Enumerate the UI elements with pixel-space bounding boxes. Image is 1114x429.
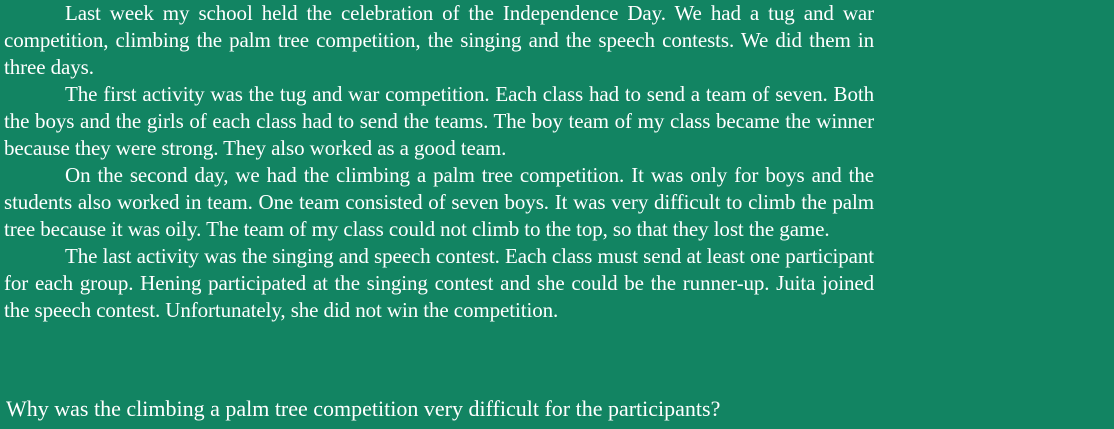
passage-paragraph-1: Last week my school held the celebration of the Independence Day. We had a tug and war competition, climbing the palm tree competition, the singing and the speech contests. We did them in three days. [4,1,874,79]
passage-paragraph-3: On the second day, we had the climbing a palm tree competition. It was only for boys and the students also worked in team. One team consisted of seven boys. It was very difficult to climb the palm tree because it was oily. The team of my class could not climb to the top, so that they lost the game. [4,163,874,241]
passage-paragraph-4: The last activity was the singing and speech contest. Each class must send at least one participant for each group. Hening participated at the singing contest and she could be the runner-up. Juita joined the speech contest. Unfortunately, she did not win the competition. [4,244,874,322]
reading-passage [4,0,874,324]
question-text: Why was the climbing a palm tree competition very difficult for the participants? [6,396,721,421]
passage-paragraph-2: The first activity was the tug and war competition. Each class had to send a team of seven. Both the boys and the girls of each class had to send the teams. The boy team of my class became the winner because they were strong. They also worked as a good team. [4,82,874,160]
